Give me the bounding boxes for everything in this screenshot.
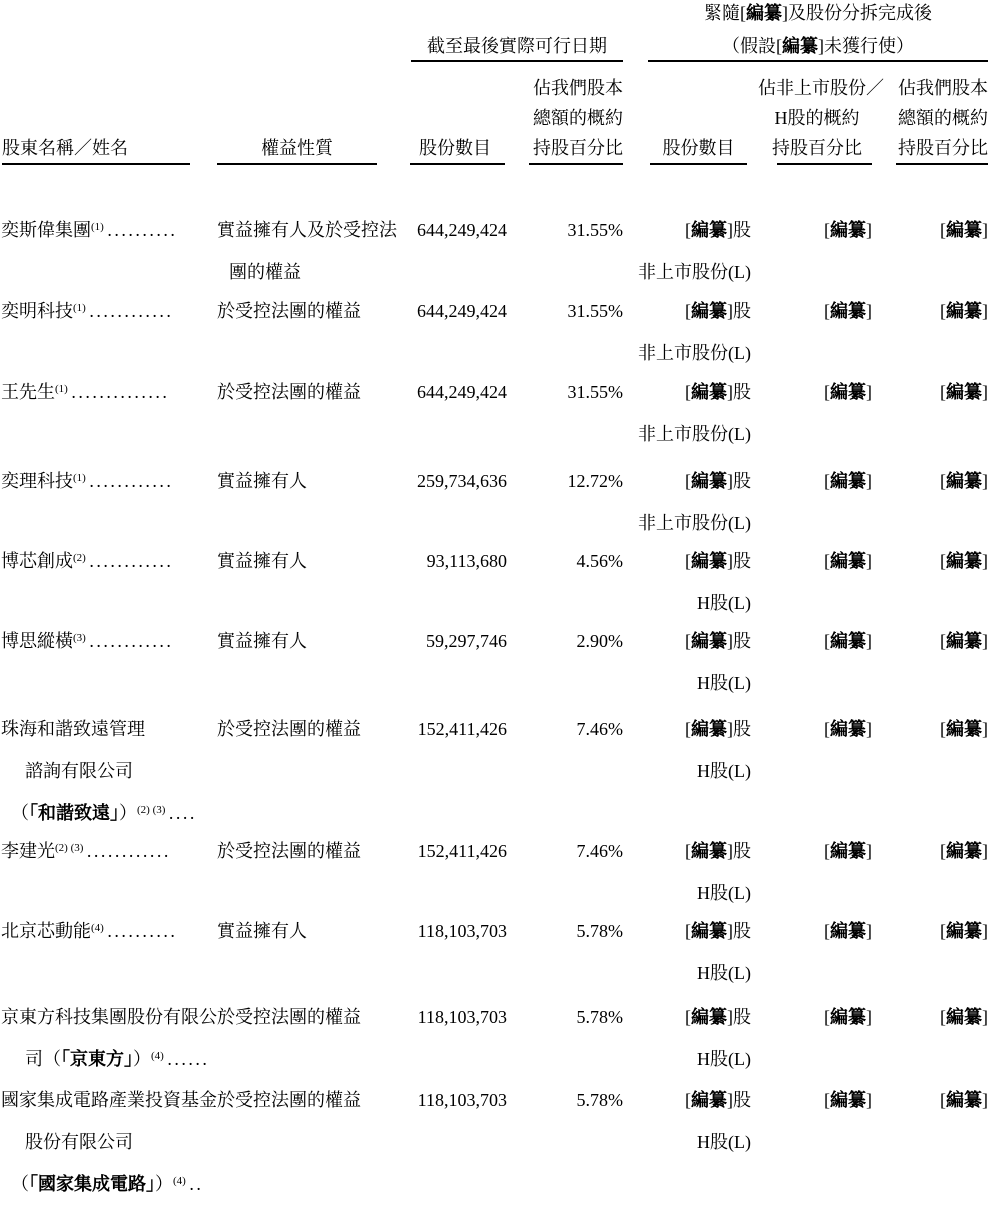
shareholder-name-line (1, 1088, 217, 1130)
col7-header-line1: 佔我們股本 (898, 78, 988, 98)
footnote-marker: (4) (91, 922, 104, 934)
post-reorg-shares-line: [編纂]股 (685, 301, 751, 321)
shares-count: 644,249,424 (417, 382, 507, 402)
nature-of-interest (217, 549, 389, 591)
leader-dots: . . . . . . . . . . (103, 921, 174, 941)
name-text: 「國家集成電路」 (29, 1174, 155, 1194)
post-reorg-class-pct: [編纂] (824, 631, 872, 651)
leader-dots: . . . . . . . . . . . . (85, 301, 170, 321)
name-text: 博思縱橫 (1, 631, 73, 651)
shareholder-name-line (1, 218, 213, 260)
name-text: 「和諧致遠」 (29, 803, 119, 823)
shareholding-pct: 5.78% (576, 1090, 623, 1110)
shareholding-pct: 31.55% (567, 382, 623, 402)
nature-of-interest (217, 218, 397, 302)
name-text: 奕斯偉集團 (1, 220, 91, 240)
name-text: ） (119, 803, 137, 823)
post-reorg-total-pct: [編纂] (940, 551, 988, 571)
post-reorg-shares (620, 1005, 751, 1089)
group1-spanner-rule (411, 60, 623, 62)
shareholder-name (1, 469, 213, 511)
name-text: 奕理科技 (1, 471, 73, 491)
post-reorg-class-pct: [編纂] (824, 1007, 872, 1027)
post-reorg-total-pct: [編纂] (940, 719, 988, 739)
latest-practicable-date-header: 截至最後實際可行日期 (427, 36, 607, 56)
shareholding-pct: 5.78% (576, 1007, 623, 1027)
share-class: 非上市股份(L) (638, 262, 751, 282)
shares-count: 118,103,703 (417, 1090, 507, 1110)
footnote-marker: (3) (73, 632, 86, 644)
shares-count: 644,249,424 (417, 220, 507, 240)
name-text: 博芯創成 (1, 551, 73, 571)
shareholder-name-line (1, 919, 213, 961)
shareholding-pct: 2.90% (576, 631, 623, 651)
nature-line: 於受控法團的權益 (217, 841, 361, 861)
group2-spanner-rule (648, 60, 988, 62)
share-class: 非上市股份(L) (638, 343, 751, 363)
col5-rule (650, 163, 747, 165)
post-reorg-shares (620, 469, 751, 553)
shareholder-name (1, 839, 213, 881)
shareholder-name-line (1, 717, 213, 759)
shareholder-name-line (25, 1047, 213, 1089)
post-reorg-shares (620, 380, 751, 464)
shareholder-name-line (11, 801, 213, 843)
footnote-marker: (2) (73, 552, 86, 564)
post-reorg-shares-line: [編纂]股 (685, 1007, 751, 1027)
share-class: H股(L) (697, 761, 751, 781)
name-text: ） (155, 1174, 173, 1194)
leader-dots: . . . . (165, 803, 194, 823)
nature-line: 實益擁有人及於受控法 (217, 220, 397, 240)
leader-dots: . . . . . . (163, 1049, 206, 1069)
footnote-marker: (4) (173, 1175, 186, 1187)
share-class: 非上市股份(L) (638, 424, 751, 444)
name-text: 京東方科技集團股份有限公 (1, 1007, 217, 1027)
post-reorg-class-pct: [編纂] (824, 551, 872, 571)
footnote-marker: (1) (73, 302, 86, 314)
col5-shares-header: 股份數目 (662, 138, 735, 158)
post-reorg-shares-line: [編纂]股 (685, 471, 751, 491)
shareholder-name (1, 299, 213, 341)
post-reorg-header-line2: （假設[編纂]未獲行使） (722, 36, 914, 56)
col4-rule (529, 163, 623, 165)
post-reorg-total-pct: [編纂] (940, 1090, 988, 1110)
col6-header-line3: 持股百分比 (772, 138, 862, 158)
post-reorg-total-pct: [編纂] (940, 382, 988, 402)
shares-count: 118,103,703 (417, 1007, 507, 1027)
share-class: H股(L) (697, 1049, 751, 1069)
leader-dots: . . . . . . . . . . . . (85, 631, 170, 651)
nature-line: 實益擁有人 (217, 631, 307, 651)
nature-line: 於受控法團的權益 (217, 1090, 361, 1110)
share-class: H股(L) (697, 673, 751, 693)
shareholding-pct: 31.55% (567, 301, 623, 321)
post-reorg-shares (620, 299, 751, 383)
post-reorg-shares-line: [編纂]股 (685, 841, 751, 861)
shareholder-name (1, 1005, 217, 1089)
post-reorg-shares (620, 218, 751, 302)
nature-of-interest (217, 717, 389, 759)
post-reorg-shares-line: [編纂]股 (685, 382, 751, 402)
post-reorg-shares-line: [編纂]股 (685, 631, 751, 651)
leader-dots: . . . . . . . . . . . . (83, 841, 168, 861)
share-class: H股(L) (697, 883, 751, 903)
post-reorg-shares (620, 919, 751, 1003)
post-reorg-class-pct: [編纂] (824, 220, 872, 240)
shares-count: 152,411,426 (417, 841, 507, 861)
shareholder-name-header: 股東名稱／姓名 (2, 138, 128, 158)
post-reorg-class-pct: [編纂] (824, 471, 872, 491)
nature-line: 實益擁有人 (217, 551, 307, 571)
shares-count: 118,103,703 (417, 921, 507, 941)
post-reorg-total-pct: [編纂] (940, 841, 988, 861)
col6-header-line2: H股的概約 (774, 108, 860, 128)
leader-dots: . . . . . . . . . . (103, 220, 174, 240)
shareholder-name (1, 218, 213, 260)
shares-count: 152,411,426 (417, 719, 507, 739)
post-reorg-shares (620, 717, 751, 801)
post-reorg-class-pct: [編纂] (824, 1090, 872, 1110)
shares-count: 59,297,746 (426, 631, 507, 651)
name-text: 「京東方」 (61, 1049, 133, 1069)
post-reorg-total-pct: [編纂] (940, 631, 988, 651)
shareholder-name-line (1, 469, 213, 511)
shareholder-name (1, 549, 213, 591)
share-class: H股(L) (697, 963, 751, 983)
shareholder-name-line (1, 549, 213, 591)
shares-count: 259,734,636 (417, 471, 507, 491)
col4-header-line1: 佔我們股本 (533, 78, 623, 98)
shares-count: 644,249,424 (417, 301, 507, 321)
shareholder-name-line (1, 380, 213, 422)
post-reorg-shares-line: [編纂]股 (685, 551, 751, 571)
shareholder-name-line (25, 1130, 213, 1172)
shareholder-name-line (1, 299, 213, 341)
footnote-marker: (2) (3) (137, 804, 166, 816)
nature-line: 於受控法團的權益 (217, 382, 361, 402)
shareholding-pct: 7.46% (576, 841, 623, 861)
shareholder-name (1, 1088, 217, 1207)
name-text: 股份有限公司 (25, 1132, 133, 1152)
post-reorg-total-pct: [編纂] (940, 921, 988, 941)
name-text: 北京芯動能 (1, 921, 91, 941)
shareholding-pct: 5.78% (576, 921, 623, 941)
shareholder-name-line (1, 839, 213, 881)
post-reorg-shares-line: [編纂]股 (685, 220, 751, 240)
shareholder-name (1, 380, 213, 422)
col6-rule (777, 163, 872, 165)
col1-rule (2, 163, 190, 165)
leader-dots: . . . . . . . . . . . . . . (67, 382, 166, 402)
share-class: H股(L) (697, 1132, 751, 1152)
post-reorg-shares (620, 549, 751, 633)
post-reorg-header-line1: 緊隨[編纂]及股份分拆完成後 (704, 3, 932, 23)
post-reorg-total-pct: [編纂] (940, 301, 988, 321)
shareholder-name (1, 919, 213, 961)
post-reorg-class-pct: [編纂] (824, 921, 872, 941)
post-reorg-shares (620, 839, 751, 923)
post-reorg-class-pct: [編纂] (824, 841, 872, 861)
nature-of-interest-header: 權益性質 (261, 138, 333, 158)
leader-dots: . . . . . . . . . . . . (85, 551, 170, 571)
footnote-marker: (1) (91, 221, 104, 233)
nature-of-interest (217, 299, 389, 341)
col3-shares-header: 股份數目 (419, 138, 491, 158)
nature-of-interest (217, 629, 389, 671)
nature-of-interest (217, 1088, 389, 1130)
shareholding-pct: 7.46% (576, 719, 623, 739)
col6-header-line1: 佔非上市股份／ (758, 78, 884, 98)
nature-line: 實益擁有人 (217, 921, 307, 941)
post-reorg-shares-line: [編纂]股 (685, 1090, 751, 1110)
col7-header-line3: 持股百分比 (898, 138, 988, 158)
name-text: 奕明科技 (1, 301, 73, 321)
col4-header-line3: 持股百分比 (533, 138, 623, 158)
footnote-marker: (1) (55, 383, 68, 395)
nature-line: 於受控法團的權益 (217, 301, 361, 321)
post-reorg-shares (620, 629, 751, 713)
name-text: ） (133, 1049, 151, 1069)
footnote-marker: (1) (73, 472, 86, 484)
name-text: 國家集成電路產業投資基金 (1, 1090, 217, 1110)
name-text: 諮詢有限公司 (25, 761, 133, 781)
nature-of-interest (217, 839, 389, 881)
post-reorg-class-pct: [編纂] (824, 301, 872, 321)
col3-rule (410, 163, 505, 165)
share-class: H股(L) (697, 593, 751, 613)
shareholding-pct: 4.56% (576, 551, 623, 571)
name-text: （ (11, 803, 29, 823)
post-reorg-class-pct: [編纂] (824, 719, 872, 739)
name-text: 王先生 (1, 382, 55, 402)
nature-line: 團的權益 (229, 262, 301, 282)
shareholder-name (1, 717, 213, 843)
shareholder-name-line (25, 759, 213, 801)
shareholding-pct: 31.55% (567, 220, 623, 240)
col4-header-line2: 總額的概約 (533, 108, 623, 128)
nature-of-interest (217, 1005, 389, 1047)
col2-rule (217, 163, 377, 165)
nature-line: 於受控法團的權益 (217, 1007, 361, 1027)
col7-rule (896, 163, 988, 165)
name-text: （ (11, 1174, 29, 1194)
share-class: 非上市股份(L) (638, 513, 751, 533)
footnote-marker: (4) (151, 1050, 164, 1062)
shareholder-name-line (11, 1172, 213, 1207)
nature-of-interest (217, 380, 389, 422)
shareholder-name (1, 629, 213, 671)
post-reorg-shares-line: [編纂]股 (685, 921, 751, 941)
shareholding-pct: 12.72% (567, 471, 623, 491)
col7-header-line2: 總額的概約 (898, 108, 988, 128)
shares-count: 93,113,680 (426, 551, 507, 571)
post-reorg-shares (620, 1088, 751, 1172)
nature-line: 於受控法團的權益 (217, 719, 361, 739)
leader-dots: . . (185, 1174, 200, 1194)
post-reorg-total-pct: [編纂] (940, 471, 988, 491)
nature-of-interest (217, 469, 389, 511)
shareholder-name-line (1, 1005, 217, 1047)
shareholder-name-line (1, 629, 213, 671)
name-text: 司（ (25, 1049, 61, 1069)
post-reorg-class-pct: [編纂] (824, 382, 872, 402)
nature-line: 實益擁有人 (217, 471, 307, 491)
nature-of-interest (217, 919, 389, 961)
post-reorg-total-pct: [編纂] (940, 1007, 988, 1027)
name-text: 珠海和諧致遠管理 (1, 719, 145, 739)
footnote-marker: (2) (3) (55, 842, 84, 854)
leader-dots: . . . . . . . . . . . . (85, 471, 170, 491)
post-reorg-shares-line: [編纂]股 (685, 719, 751, 739)
post-reorg-total-pct: [編纂] (940, 220, 988, 240)
name-text: 李建光 (1, 841, 55, 861)
